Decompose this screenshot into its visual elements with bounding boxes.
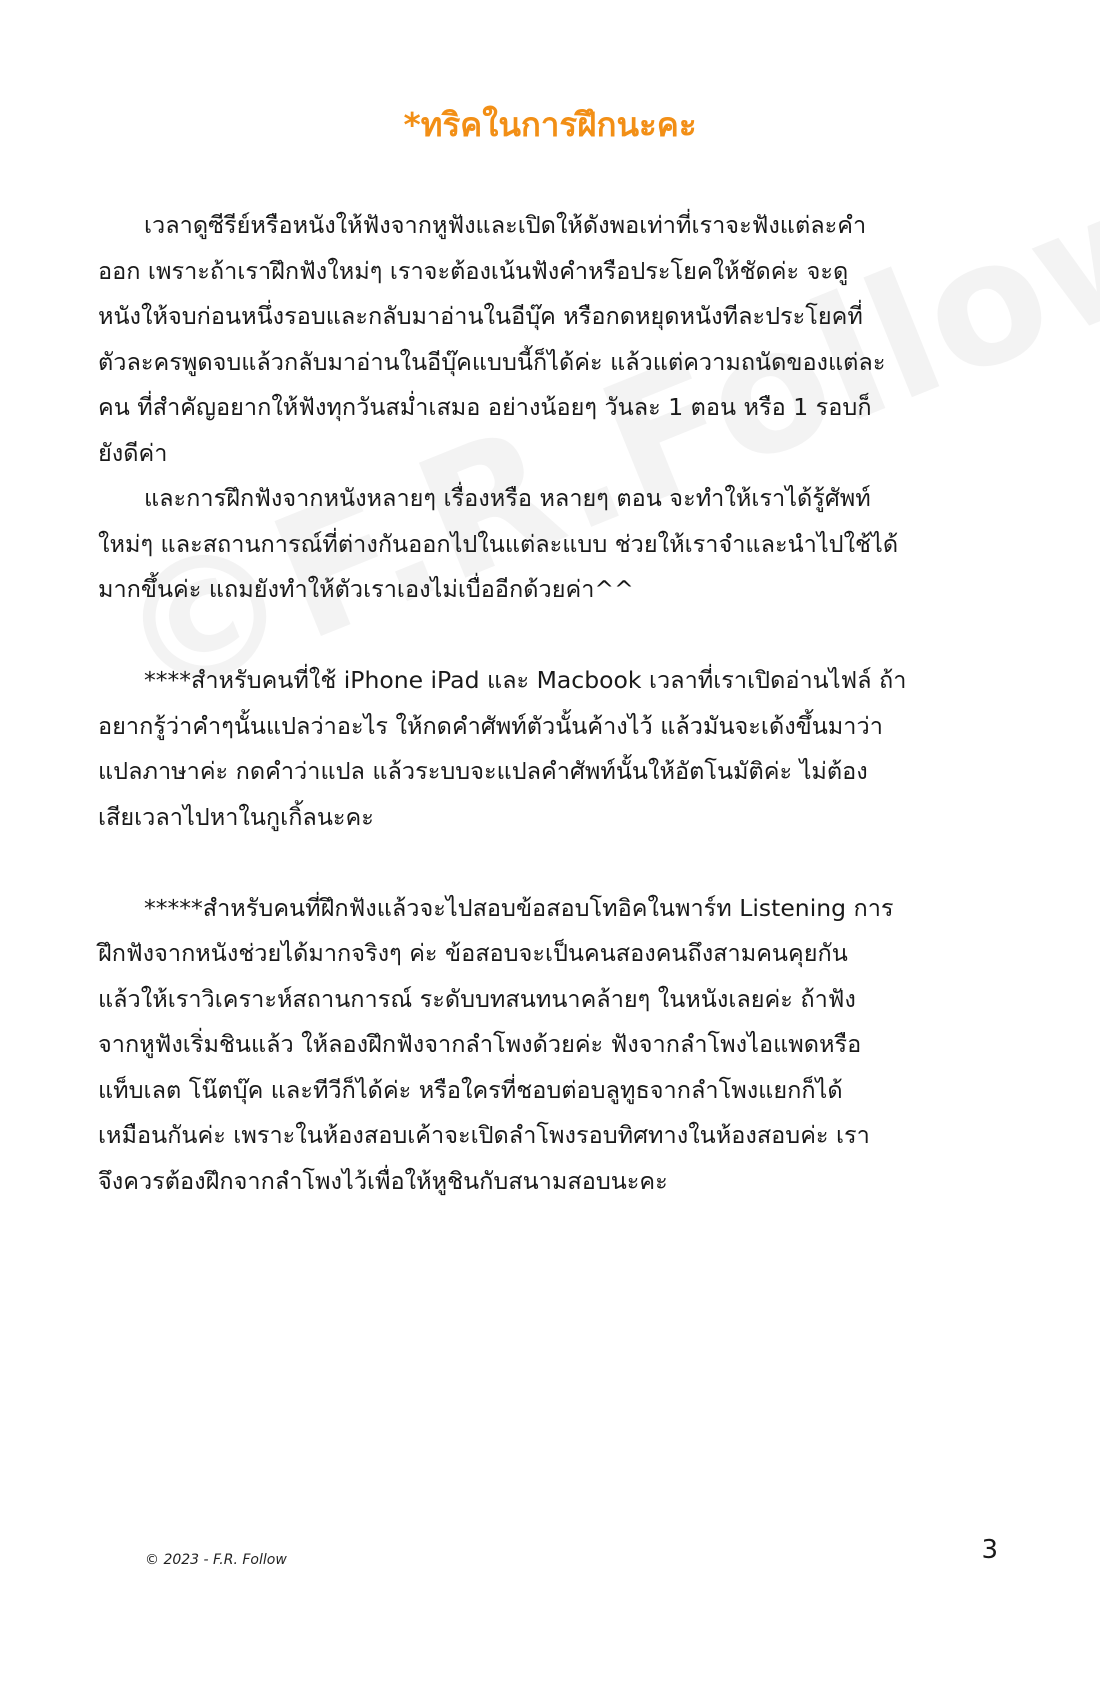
paragraph-line: ****สำหรับคนที่ใช้ iPhone iPad และ Macbook เวลาที่เราเปิดอ่านไฟล์ ถ้า xyxy=(144,666,907,694)
paragraph-spacer xyxy=(98,613,1003,659)
paragraph-line: แปลภาษาค่ะ กดคำว่าแปล แล้วระบบจะแปลคำศัพท์นั้นให้อัตโนมัติค่ะ ไม่ต้อง xyxy=(98,757,868,785)
paragraph-line: หนังให้จบก่อนหนึ่งรอบและกลับมาอ่านในอีบุ๊ค หรือกดหยุดหนังทีละประโยคที่ xyxy=(98,302,863,330)
paragraph-line: ออก เพราะถ้าเราฝึกฟังใหม่ๆ เราจะต้องเน้นฟังคำหรือประโยคให้ชัดค่ะ จะดู xyxy=(98,256,849,285)
paragraph-line: ยังดีค่า xyxy=(98,438,168,467)
paragraph-line: เสียเวลาไปหาในกูเกิ้ลนะคะ xyxy=(98,802,374,831)
paragraph-3 xyxy=(98,658,1003,840)
paragraph-line: จากหูฟังเริ่มชินแล้ว ให้ลองฝึกฟังจากลำโพงด้วยค่ะ ฟังจากลำโพงไอแพดหรือ xyxy=(98,1030,862,1058)
paragraph-line: มากขึ้นค่ะ แถมยังทำให้ตัวเราเองไม่เบื่ออีกด้วยค่า^^ xyxy=(98,575,634,603)
paragraph-line: แท็บเลต โน๊ตบุ๊ค และทีวีก็ได้ค่ะ หรือใครที่ชอบต่อบลูทูธจากลำโพงแยกก็ได้ xyxy=(98,1075,843,1104)
paragraph-line: เวลาดูซีรีย์หรือหนังให้ฟังจากหูฟังและเปิดให้ดังพอเท่าที่เราจะฟังแต่ละคำ xyxy=(144,211,867,239)
page-title: *ทริคในการฝึกนะคะ xyxy=(403,105,697,144)
paragraph-line: ตัวละครพูดจบแล้วกลับมาอ่านในอีบุ๊คแบบนี้ก็ได้ค่ะ แล้วแต่ความถนัดของแต่ละ xyxy=(98,347,886,376)
paragraph-line: และการฝึกฟังจากหนังหลายๆ เรื่องหรือ หลายๆ ตอน จะทำให้เราได้รู้ศัพท์ xyxy=(144,484,871,512)
footer-copyright: © 2023 - F.R. Follow xyxy=(145,1552,287,1568)
paragraph-line: อยากรู้ว่าคำๆนั้นแปลว่าอะไร ให้กดคำศัพท์ตัวนั้นค้างไว้ แล้วมันจะเด้งขึ้นมาว่า xyxy=(98,711,883,740)
paragraph-line: เหมือนกันค่ะ เพราะในห้องสอบเค้าจะเปิดลำโพงรอบทิศทางในห้องสอบค่ะ เรา xyxy=(98,1121,870,1149)
paragraph-line: จึงควรต้องฝึกจากลำโพงไว้เพื่อให้หูชินกับสนามสอบนะคะ xyxy=(98,1166,668,1195)
paragraph-2 xyxy=(98,476,1003,613)
paragraph-line: คน ที่สำคัญอยากให้ฟังทุกวันสม่ำเสมอ อย่างน้อยๆ วันละ 1 ตอน หรือ 1 รอบก็ xyxy=(98,393,872,421)
paragraph-line: ใหม่ๆ และสถานการณ์ที่ต่างกันออกไปในแต่ละแบบ ช่วยให้เราจำและนำไปใช้ได้ xyxy=(98,529,899,558)
paragraph-4 xyxy=(98,886,1003,1205)
paragraph-line: ฝึกฟังจากหนังช่วยได้มากจริงๆ ค่ะ ข้อสอบจะเป็นคนสองคนถึงสามคนคุยกัน xyxy=(98,939,848,967)
paragraph-spacer xyxy=(98,840,1003,886)
paragraph-line: *****สำหรับคนที่ฝึกฟังแล้วจะไปสอบข้อสอบโทอิคในพาร์ท Listening การ xyxy=(144,893,894,922)
body-text xyxy=(98,203,1003,1204)
paragraph-line: แล้วให้เราวิเคราะห์สถานการณ์ ระดับบทสนทนาคล้ายๆ ในหนังเลยค่ะ ถ้าฟัง xyxy=(98,984,856,1013)
paragraph-1 xyxy=(98,203,1003,476)
page-number: 3 xyxy=(981,1535,998,1565)
